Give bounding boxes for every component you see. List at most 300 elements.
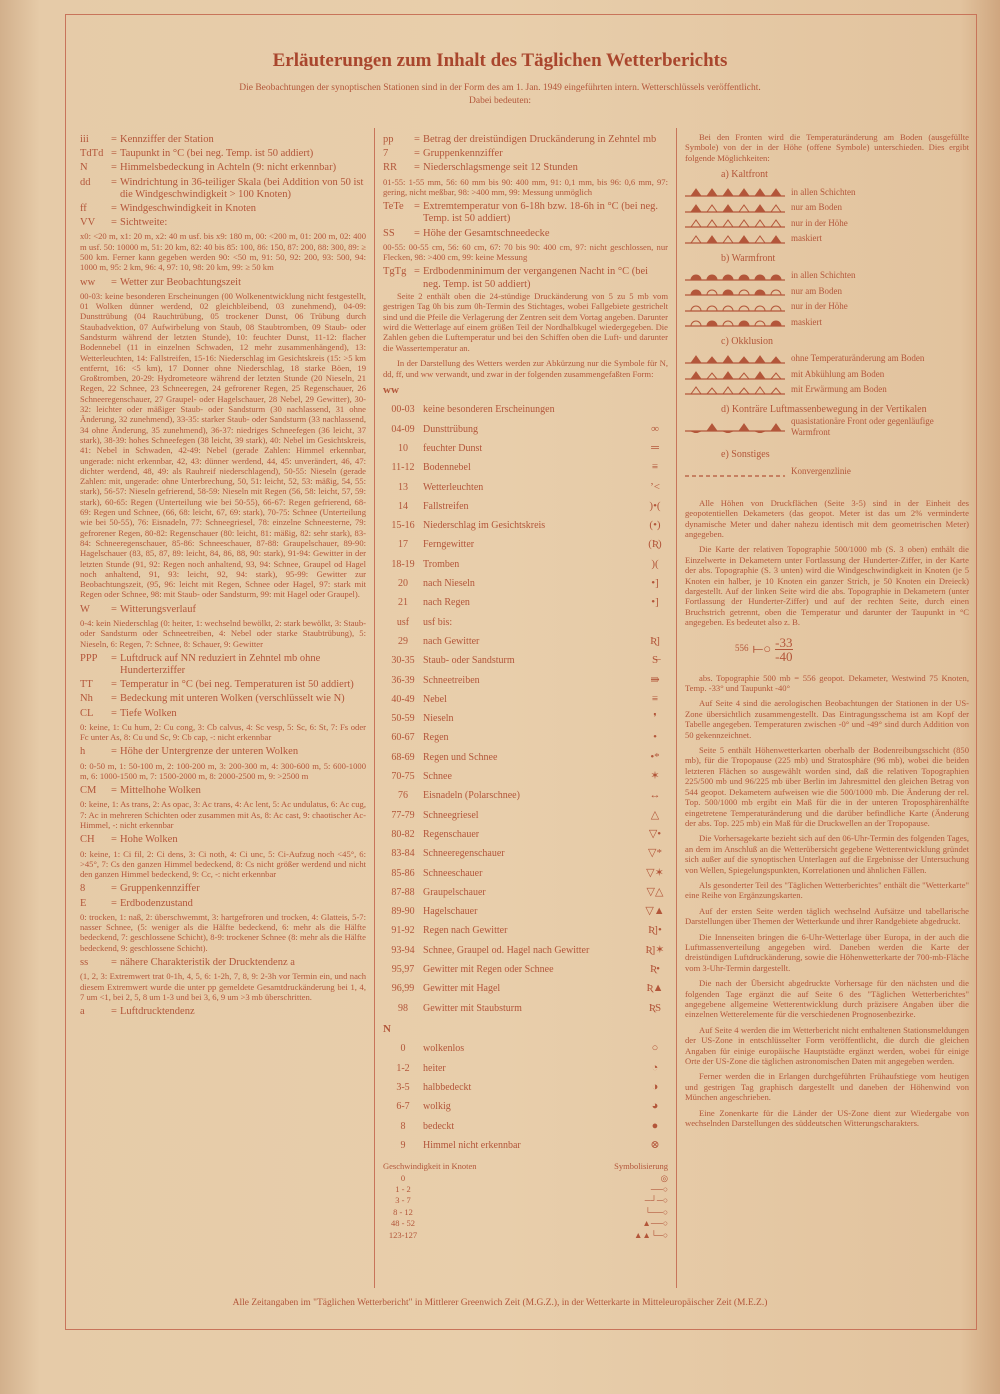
ww_rows-symbol: ∞	[651, 422, 659, 435]
wind-barb-icon: ▲──○	[642, 1218, 668, 1229]
front-row	[685, 315, 969, 331]
front-symbol-icon	[685, 285, 785, 297]
ww_rows-row	[383, 458, 668, 477]
n_rows-symbol: ⊗	[650, 1138, 660, 1151]
col2_entries-code: TeTe	[383, 201, 404, 213]
col2_entries-description: 01-55: 1-55 mm, 56: 60 mm bis 90: 400 mm, 91: 0,1 mm, bis 96: 0,6 mm, 97: gering, nicht meßbar, 98: >400 mm, 99: Messung unmöglich	[383, 176, 668, 197]
col1-code: TdTd	[80, 148, 104, 160]
ww_rows-symbol: Ʀ▲	[646, 982, 664, 995]
col1-label: Luftdrucktendenz	[120, 1006, 195, 1018]
contrary-list	[685, 415, 969, 438]
contrary-heading: d) Konträre Luftmassenbewegung in der Vertikalen	[721, 403, 927, 415]
ww_rows-code: 13	[398, 481, 408, 493]
col1-label: Temperatur in °C (bei neg. Temperaturen ist 50 addiert)	[120, 679, 354, 691]
col1-description: 0-4: kein Niederschlag (0: heiter, 1: wechselnd bewölkt, 2: stark bewölkt, 3: Staub- oder Sandsturm oder Schneetreiben, 4: Nebel oder starke Staubtrübung), 5: Nieseln, 6: Regen, 7: Schnee, 8: Schauer, 9: Gewitter	[80, 617, 366, 649]
equals-sign: =	[111, 148, 117, 160]
col1-label: nähere Charakteristik der Drucktendenz a	[120, 957, 295, 968]
topography-paragraph: Alle Höhen von Druckflächen (Seite 3-5) sind in der Einheit des geopotentiellen Dekameters (das geopot. Meter ist das um 2% verminderte dynamische Meter und daher nahezu identisch mit dem geometrischen Meter) angegeben.	[685, 497, 969, 539]
ww_rows-code: 80-82	[391, 828, 415, 840]
ww_rows-symbol: )(	[651, 557, 659, 570]
n-heading: N	[383, 1022, 391, 1035]
col2_entries-description: 00-55: 00-55 cm, 56: 60 cm, 67: 70 bis 90: 400 cm, 97: nicht geschlossen, nur Flecken, 98: >400 cm, 99: keine Messung	[383, 241, 668, 263]
ww_rows-code: 30-35	[391, 655, 415, 667]
col2_entries-label: Gruppenkennziffer	[423, 148, 503, 160]
n_rows-symbol: ◕	[651, 1100, 659, 1113]
ww_rows-label: Staub- oder Sandsturm	[423, 655, 515, 667]
equals-sign: =	[111, 785, 117, 797]
ww_rows-row	[383, 574, 668, 593]
ww_rows-symbol: )•(	[649, 499, 661, 512]
col1-entry	[80, 679, 366, 691]
ww_rows-label: Regenschauer	[423, 828, 480, 840]
column-divider-left	[374, 128, 375, 1288]
n_rows-label: wolkenlos	[423, 1043, 465, 1055]
ww_rows-symbol: ⇛	[650, 673, 660, 686]
col1-code: h	[80, 746, 86, 758]
front-row	[685, 231, 969, 247]
ww_rows-symbol: •*	[650, 750, 660, 763]
wind-spacer	[423, 1230, 545, 1241]
ww_rows-code: 14	[398, 500, 408, 512]
ww_rows-symbol: ═	[651, 442, 659, 454]
equals-sign: =	[111, 897, 117, 909]
col1-code: W	[80, 603, 90, 615]
ww_rows-symbol: ƦS	[648, 1001, 662, 1014]
code-column-left	[80, 132, 366, 1018]
ww_rows-row	[383, 651, 668, 670]
ww_rows-symbol: ▽✶	[646, 866, 664, 879]
explanation-paragraph: Seite 5 enthält Höhenwetterkarten oberhalb der Bodenreibungsschicht (850 mb), für die Tropopause (225 mb) und Stratosphäre (96 mb), wobei die beiden letzteren Flächen so ausgewählt worden sind, daß die relativen Topographien 225/500 mb und 96/225 mb über Berlin im Jahresmittel den gleichen Betrag von 544 geopot. Dekametern aufweisen wie die 500/1000 mb. Die Änderung der rel. Top. 500/1000 mb ergibt ein Maß für die in der unteren Troposphärenhälfte eingetretene Temperaturänderung und die darüber befindliche Karte (Änderung der abs. Top. 225 mb) ein Maß für die Druckwellen an der Tropopause.	[685, 745, 969, 828]
n_rows-symbol: ○	[651, 1042, 659, 1055]
fronts-intro: Bei den Fronten wird die Temperaturänderung am Boden (ausgefüllte Symbole) von der in der Höhe (offene Symbole) unterschieden. Dies ergibt folgende Möglichkeiten:	[685, 132, 969, 163]
wind-spacer	[423, 1184, 545, 1195]
col2_entries-entry	[383, 162, 668, 174]
explanation-paragraph: Seite 2 enthält oben die 24-stündige Druckänderung von 5 zu 5 mb vom gestrigen Tag 0h bis zum 0h-Termin des Stichtages, wobei Fallgebiete gestrichelt sind und die Pfeile die Verlagerung der Zentren seit dem Vortag angeben. Darunter wird die Wetterlage auf einem größen Teil der Nordhalbkugel wiedergegeben. Die Zahlen geben die Luftemperatur und bei den Schiffen oben die Luft- und darunter die Wassertemperatur an.	[383, 290, 668, 353]
ww_rows-code: 60-67	[391, 732, 415, 744]
n_rows-row	[383, 1039, 668, 1058]
example-dewpoint: -40	[775, 648, 793, 664]
ww_rows-label: Regen und Schnee	[423, 751, 498, 763]
explanation-paragraph: abs. Topographie 500 mb = 556 geopot. Dekameter, Westwind 75 Knoten, Temp. -33° und Taupunkt -40°	[685, 672, 969, 694]
ww_rows-row	[383, 400, 668, 419]
col1-entry	[80, 148, 366, 160]
front-symbol-icon	[685, 353, 785, 365]
front-label: nur in der Höhe	[791, 217, 848, 228]
example-fraction	[775, 636, 792, 663]
ww_rows-code: 76	[398, 790, 408, 802]
ww_rows-label: feuchter Dunst	[423, 443, 483, 454]
ww_rows-symbol: Ʀ•	[650, 963, 660, 976]
explanation-paragraph: Die Vorhersagekarte bezieht sich auf den 06-Uhr-Termin des folgenden Tages, an dem im Anschluß an die Wetterübersicht gegebene Wetterentwicklung gründet sich außer auf die synoptischen Unterlagen auf die Ergebnisse der Untersuchung von Wellen, Spiegelungspunkten, Korrelationen und ähnlichen Fällen.	[685, 833, 969, 875]
ww_rows-row	[383, 864, 668, 883]
wind-row	[383, 1230, 668, 1241]
ww_rows-label: Fallstreifen	[423, 500, 469, 512]
ww-heading: ww	[383, 384, 399, 397]
n_rows-code: 8	[400, 1120, 406, 1132]
code-column-middle	[383, 132, 668, 1241]
ww_rows-label: Schneeregenschauer	[423, 848, 505, 860]
col1-label: Hohe Wolken	[120, 834, 178, 846]
ww_rows-code: 83-84	[391, 848, 415, 860]
equals-sign: =	[111, 162, 117, 174]
wind-row	[383, 1207, 668, 1218]
subtitle-line-1: Die Beobachtungen der synoptischen Stationen sind in der Form des am 1. Jan. 1949 eingeführten intern. Wetterschlüssels veröffentlicht.	[239, 83, 761, 93]
col1-entry	[80, 217, 366, 229]
front-symbol-icon	[685, 384, 785, 396]
wind-barb-icon: ──○	[650, 1183, 668, 1194]
ww_rows-label: Nieseln	[423, 713, 454, 725]
col1-code: E	[80, 897, 87, 909]
wind-spacer	[423, 1218, 545, 1229]
ww_rows-row	[383, 709, 668, 728]
ww_rows-code: 40-49	[391, 693, 415, 705]
topography-paragraph: Die Karte der relativen Topographie 500/1000 mb (S. 3 oben) enthält die Einzelwerte in Dekametern unter Fortlassung der Hunderter-Ziffer, in der Karte der abs. Topographie (S. 3 unten) wird die Windgeschwindigkeit in Knoten (je 5 Knoten ein halber, je 10 Knoten ein ganzer Strich, je 50 Knoten ein Dreieck) dargestellt. Auf der linken Seite wird die abs. Topographie in Dekametern (unter Fortlassung der Hunderter-Ziffer) und auf der rechten Seite, durch einen Bruchstrich getrennt, oben die Temperatur und darunter der Taupunkt in °C angegeben. Es bedeutet also z. B.	[685, 544, 969, 628]
col2_entries-code: TgTg	[383, 266, 407, 278]
n_rows-row	[383, 1117, 668, 1136]
col2_entries-entry	[383, 148, 668, 160]
col2_entries-label: Erdbodenminimum der vergangenen Nacht in °C (bei neg. Temp. ist 50 addiert)	[423, 266, 649, 290]
col1-label: Taupunkt in °C (bei neg. Temp. ist 50 addiert)	[120, 148, 314, 160]
ww_rows-row	[383, 902, 668, 921]
middle-explanation	[383, 291, 668, 379]
wind-symbol-table	[383, 1161, 668, 1241]
col1-entry	[80, 1006, 366, 1018]
page-title: Erläuterungen zum Inhalt des Täglichen Wetterberichts	[272, 50, 728, 71]
ww_rows-label: Wetterleuchten	[423, 481, 484, 493]
front-label: in allen Schichten	[791, 186, 856, 197]
front-row	[685, 382, 969, 398]
equals-sign: =	[111, 693, 117, 705]
ww_rows-symbol: S̶	[651, 654, 659, 667]
ww_rows-symbol: ≡	[651, 461, 659, 474]
ww_rows-row	[383, 516, 668, 535]
wind-speed: 8 - 12	[393, 1206, 413, 1217]
ww_rows-symbol: ▽▲	[645, 905, 665, 918]
front-row	[685, 415, 969, 438]
front-symbol-icon	[685, 369, 785, 381]
col1-code: 8	[80, 883, 86, 895]
front-symbol-icon	[685, 466, 785, 478]
col1-description: 0: trocken, 1: naß, 2: überschwemmt, 3: hartgefroren und trocken, 4: Glatteis, 5-7: nasser Schnee, (5: weniger als die Hälfte bedeckend, 6: mehr als die Hälfte bedeckend, 7: geschlossene Schicht), 8-9: trockener Schnee (8: mehr als die Hälfte bedeckend, 9: geschlossene Schicht).	[80, 911, 366, 953]
col1-entry	[80, 162, 366, 174]
front-label: maskiert	[791, 233, 822, 244]
front-row	[685, 351, 969, 367]
explanation-paragraph: In der Darstellung des Wetters werden zur Abkürzung nur die Symbole für N, dd, ff, und ww verwandt, und zwar in der folgenden zusammengefaßten Form:	[383, 358, 668, 379]
wind-row	[383, 1173, 668, 1184]
equals-sign: =	[111, 1006, 117, 1018]
front-symbol-icon	[685, 270, 785, 282]
col1-code: a	[80, 1006, 85, 1018]
fronts-column	[685, 132, 969, 1133]
col1-code: ss	[80, 957, 89, 968]
col2_entries-code: pp	[383, 134, 394, 145]
front-symbol-icon	[685, 186, 785, 198]
ww_rows-code: 21	[398, 597, 408, 609]
station-plot-example	[735, 636, 969, 663]
explanation-paragraph: Die nach der Übersicht abgedruckte Vorhersage für den nächsten und die folgenden Tage ergänzt die auf Seite 6 des "Täglichen Wetterberichtes" angegebene allgemeine Wetterentwicklung durch präzisere Angaben über die einzelnen Wetterelemente für die verschiedenen Prognosenbezirke.	[685, 978, 969, 1020]
ww_rows-code: 77-79	[391, 809, 415, 821]
ww_rows-row	[383, 555, 668, 574]
ww_rows-label: Schnee, Graupel od. Hagel nach Gewitter	[423, 944, 590, 956]
col2_entries-entry	[383, 228, 668, 240]
n_rows-label: wolkig	[423, 1101, 451, 1113]
wind-barb-icon: ─┘─○	[644, 1195, 668, 1206]
ww_rows-row	[383, 671, 668, 690]
ww_rows-label: nach Nieseln	[423, 578, 475, 590]
col1-code: iii	[80, 134, 89, 145]
col1-description: (1, 2, 3: Extremwert trat 0-1h, 4, 5, 6: 1-2h, 7, 8, 9: 2-3h vor Termin ein, und nach diesem Extremwert wurde die unter pp gemeldete Gesamtdruckänderung bei 1, 4, 7 um <1, bei 2, 5, 8 um 1-3 und bei 3, 6, 9 um >3 mb überschritten.	[80, 971, 366, 1002]
col1-entry	[80, 134, 366, 146]
col2_entries-entry	[383, 266, 668, 290]
n_rows-code: 3-5	[396, 1081, 410, 1093]
wind-speed: 0	[400, 1172, 406, 1183]
col1-code: ff	[80, 203, 87, 215]
ww_rows-code: 91-92	[391, 925, 415, 937]
front-symbol-icon	[685, 301, 785, 313]
col1-label: Sichtweite:	[120, 217, 168, 229]
ww_rows-label: usf bis:	[423, 616, 453, 628]
col1-code: PPP	[80, 652, 98, 664]
ww_rows-symbol: (Ʀ)	[648, 538, 662, 551]
equals-sign: =	[111, 707, 117, 719]
explanation-paragraph: Als gesonderter Teil des "Täglichen Wetterberichtes" enthält die "Wetterkarte" eine Reihe von Ergänzungskarten.	[685, 879, 969, 901]
front-row	[685, 200, 969, 216]
wind-barb-icon: └──○	[644, 1206, 668, 1217]
subtitle-line-2: Dabei bedeuten:	[469, 96, 531, 106]
ww_rows-label: Gewitter mit Hagel	[423, 983, 501, 995]
ww_rows-label: Schnee	[423, 771, 452, 783]
ww_rows-label: Gewitter mit Staubsturm	[423, 1002, 522, 1014]
equals-sign: =	[414, 162, 420, 174]
col1-entry	[80, 203, 366, 215]
cloud-cover-table	[383, 1039, 668, 1155]
n_rows-label: heiter	[423, 1062, 446, 1074]
col1-label: Windrichtung in 36-teiliger Skala (bei Addition von 50 ist die Windgeschwindigkeit > 100 Knoten)	[120, 176, 364, 200]
wind-row	[383, 1195, 668, 1206]
front-label: ohne Temperaturänderung am Boden	[791, 353, 925, 364]
explanation-paragraph: Ferner werden die in Erlangen durchgeführten Frühaufstiege vom heutigen und gestrigen Tag graphisch dargestellt und daneben der Höhenwind von München angeschrieben.	[685, 1071, 969, 1103]
ww_rows-label: nach Regen	[423, 597, 470, 609]
ww_rows-row	[383, 420, 668, 439]
ww_rows-label: Tromben	[423, 558, 460, 570]
ww_rows-symbol: Ʀ]	[650, 634, 660, 647]
wind-speed-header: Geschwindigkeit in Knoten	[383, 1161, 477, 1172]
ww_rows-row	[383, 979, 668, 998]
col1-label: Windgeschwindigkeit in Knoten	[120, 203, 257, 215]
ww_rows-row	[383, 690, 668, 709]
ww_rows-code: 98	[398, 1002, 408, 1014]
wind-spacer	[423, 1195, 545, 1206]
ww_rows-symbol	[642, 400, 668, 419]
front-row	[685, 216, 969, 232]
ww_rows-symbol: ʼ<	[650, 480, 660, 493]
ww_rows-row	[383, 883, 668, 902]
n_rows-code: 0	[400, 1043, 406, 1055]
example-temperature: -33	[775, 634, 793, 650]
explanation-paragraph: Auf Seite 4 werden die im Wetterbericht nicht enthaltenen Stationsmeldungen der US-Zone in entschlüsselter Form veröffentlicht, die durch die gleichen Angaben für einige europäische Hauptstädte ergänzt werden, wobei für einige Orte der US-Zone die täglichen astronomischen Daten mit angegeben werden.	[685, 1024, 969, 1067]
ww_rows-label: Ferngewitter	[423, 539, 475, 551]
col2_entries-code: 7	[383, 148, 389, 160]
page-footer: Alle Zeitangaben im "Täglichen Wetterbericht" in Mittlerer Greenwich Zeit (M.G.Z.), in der Wetterkarte in Mitteleuropäischer Zeit (M.E.Z.)	[232, 1298, 768, 1308]
ww-symbol-table	[383, 400, 668, 1018]
wind-barb-icon: ▲▲└─○	[633, 1229, 668, 1240]
explanation-paragraph: Auf der ersten Seite werden täglich wechselnd Aufsätze und tabellarische Darstellungen über Themen der Wetterkunde und ihrer Randgebiete abgedruckt.	[685, 905, 969, 927]
front-row	[685, 367, 969, 383]
ww_rows-row	[383, 748, 668, 767]
equals-sign: =	[111, 746, 117, 758]
col1-label: Mittelhohe Wolken	[120, 785, 201, 797]
col2_entries-entry	[383, 134, 668, 146]
col1-code: CH	[80, 834, 95, 846]
front-symbol-icon	[685, 233, 785, 245]
front-label: mit Abkühlung am Boden	[791, 368, 885, 379]
n_rows-label: bedeckt	[423, 1120, 455, 1132]
n_rows-symbol: ◑	[651, 1080, 659, 1093]
equals-sign: =	[111, 203, 117, 215]
ww_rows-row	[383, 497, 668, 516]
col2_entries-label: Höhe der Gesamtschneedecke	[423, 227, 550, 239]
equals-sign: =	[111, 176, 117, 188]
ww_rows-code: 50-59	[391, 713, 415, 725]
other-list	[685, 464, 969, 480]
page-subtitle	[0, 82, 1000, 108]
col1-description: 0: keine, 1: Cu hum, 2: Cu cong, 3: Cb calvus, 4: Sc vesp, 5: Sc, 6: St, 7: Fs oder Fc unter As, 8: Cu und Sc, 9: Cb cap, -: nicht erkennbar	[80, 721, 366, 743]
warm-front-list	[685, 268, 969, 330]
front-symbol-icon	[685, 217, 785, 229]
cold-front-heading: a) Kaltfront	[721, 169, 768, 181]
col1-label: Höhe der Untergrenze der unteren Wolken	[120, 746, 299, 758]
ww_rows-label: Nebel	[423, 693, 447, 705]
ww_rows-row	[383, 632, 668, 651]
ww_rows-code: usf	[396, 616, 410, 628]
n_rows-symbol: ●	[651, 1119, 659, 1132]
ww_rows-code: 29	[398, 635, 408, 647]
wind-speed: 48 - 52	[390, 1218, 416, 1229]
pages-explanation	[685, 673, 969, 1129]
wind-spacer	[423, 1173, 545, 1184]
col2_entries-entry	[383, 201, 668, 225]
col1-label: Gruppenkennziffer	[120, 883, 200, 895]
ww_rows-symbol: Ʀ]•	[648, 924, 662, 937]
col1-description: 0: keine, 1: Ci fil, 2: Ci dens, 3: Ci noth, 4: Ci unc, 5: Ci-Aufzug noch <45°, 6: >45°, 7: Cs den ganzen Himmel bedeckend, 8: Cs nicht größer werdend und nicht den ganzen Himmel bedeckend, 9: Cc, -: nicht erkennbar	[80, 848, 366, 880]
equals-sign: =	[111, 276, 117, 288]
front-row	[685, 185, 969, 201]
ww_rows-symbol: •]	[651, 577, 659, 590]
ww_rows-code: 96,99	[391, 983, 415, 995]
ww_rows-row	[383, 786, 668, 805]
ww_rows-symbol: (•)	[649, 519, 661, 532]
other-heading: e) Sonstiges	[721, 448, 770, 460]
col1-entry	[80, 604, 366, 616]
wind-header-row	[383, 1161, 668, 1172]
col1-code: ww	[80, 276, 96, 288]
wind-speed: 3 - 7	[395, 1195, 411, 1206]
col1-label: Luftdruck auf NN reduziert in Zehntel mb ohne Hunderterziffer	[120, 652, 321, 677]
col1-code: TT	[80, 679, 93, 691]
ww_rows-label: Bodennebel	[423, 462, 471, 474]
ww_rows-symbol: •]	[651, 596, 659, 609]
ww_rows-label: Schneeschauer	[423, 867, 483, 879]
ww_rows-code: 20	[398, 578, 408, 590]
front-symbol-icon	[685, 421, 785, 433]
ww_rows-row	[383, 729, 668, 748]
middle-code-entries	[383, 134, 668, 291]
col1-code: N	[80, 162, 88, 174]
explanation-paragraph: Eine Zonenkarte für die Länder der US-Zone dient zur Wiedergabe von wechselnden Darstellungen des süddeutschen Witterungscharakters.	[685, 1107, 969, 1129]
front-label: nur am Boden	[791, 202, 842, 213]
col1-code: Nh	[80, 693, 93, 705]
column-divider-right	[676, 128, 677, 1288]
front-row	[685, 268, 969, 284]
wind-row	[383, 1184, 668, 1195]
ww_rows-label: Schneetreiben	[423, 674, 480, 686]
front-label: nur in der Höhe	[791, 301, 848, 312]
topography-text	[685, 498, 969, 628]
cold-front-list	[685, 185, 969, 247]
ww_rows-code: 15-16	[391, 520, 415, 532]
wind-row	[383, 1218, 668, 1229]
col1-entry	[80, 653, 366, 677]
ww_rows-code: 00-03	[391, 404, 415, 416]
col2_entries-label: Extremtemperatur von 6-18h bzw. 18-6h in °C (bei neg. Temp. ist 50 addiert)	[423, 201, 659, 225]
front-symbol-icon	[685, 316, 785, 328]
col1-code: CL	[80, 707, 94, 719]
ww_rows-label: Hagelschauer	[423, 906, 478, 918]
equals-sign: =	[414, 201, 420, 213]
col1-entry	[80, 898, 366, 910]
explanation-paragraph: Auf Seite 4 sind die aerologischen Beobachtungen der Stationen in der US-Zone übersichtlich zusammengestellt. Das Eintragungsschema ist am Kopf der Tabelle angegeben. Temperaturen zwischen -0° und -49° sind durch Addition von 50 gekennzeichnet.	[685, 698, 969, 740]
ww_rows-code: 17	[398, 539, 408, 551]
ww_rows-row	[383, 960, 668, 979]
ww_rows-code: 10	[398, 443, 408, 454]
wind-spacer	[423, 1207, 545, 1218]
wind-symbol-header: Symbolisierung	[614, 1161, 668, 1172]
ww_rows-row	[383, 844, 668, 863]
explanation-paragraph: Die Innenseiten bringen die 6-Uhr-Wetterlage über Europa, in der auch die Luftmassenverteilung angegeben wird. Daneben werden die Karte der dreistündigen Luftdruckänderung, sowie die Höhenwetterkarte der 700-mb-Fläche vom 3-Uhr-Termin dargestellt.	[685, 931, 969, 973]
ww_rows-code: 11-12	[391, 462, 415, 474]
equals-sign: =	[111, 217, 117, 229]
n_rows-row	[383, 1136, 668, 1155]
ww_rows-label: nach Gewitter	[423, 635, 480, 647]
ww_rows-row	[383, 941, 668, 960]
equals-sign: =	[414, 227, 420, 239]
ww_rows-label: Gewitter mit Regen oder Schnee	[423, 964, 554, 976]
equals-sign: =	[111, 834, 117, 846]
n_rows-code: 9	[400, 1139, 406, 1151]
ww_rows-symbol	[642, 613, 668, 632]
front-row	[685, 299, 969, 315]
example-height: 556	[735, 643, 749, 654]
col1-entry	[80, 834, 366, 846]
ww_rows-label: Schneegriesel	[423, 809, 479, 821]
n_rows-code: 6-7	[396, 1101, 410, 1113]
ww_rows-symbol: ▽•	[648, 827, 662, 840]
col1-label: Himmelsbedeckung in Achteln (9: nicht erkennbar)	[120, 162, 337, 174]
ww_rows-code: 68-69	[391, 751, 415, 763]
ww_rows-code: 04-09	[391, 423, 415, 435]
ww_rows-code: 18-19	[391, 558, 415, 570]
ww_rows-symbol: Ʀ]✶	[645, 943, 665, 956]
ww_rows-code: 36-39	[391, 674, 415, 686]
ww_rows-row	[383, 767, 668, 786]
col1-code: VV	[80, 217, 96, 229]
ww_rows-symbol: ✶	[650, 770, 660, 783]
wind-speed: 123-127	[388, 1229, 418, 1240]
ww_rows-symbol: ▽△	[646, 885, 664, 898]
col1-entry	[80, 785, 366, 797]
wind-speed: 1 - 2	[395, 1183, 411, 1194]
col1-entry	[80, 277, 366, 289]
